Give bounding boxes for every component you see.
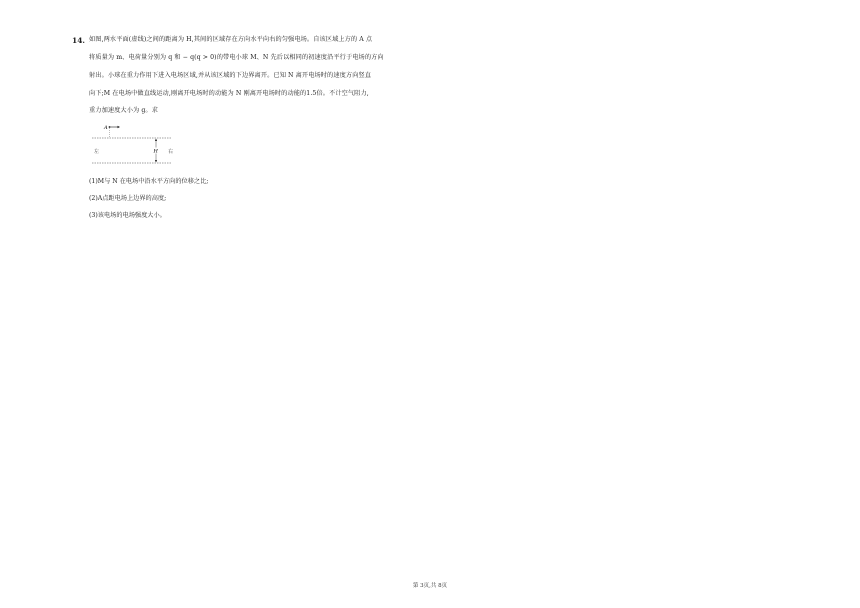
question-text-line-4: 向下;M 在电场中做直线运动,刚离开电场时的动能为 N 刚离开电场时的动能的1.5倍。不计空气阻力,: [89, 90, 369, 97]
height-arrow-down: [155, 160, 157, 163]
right-label: 右: [168, 149, 174, 155]
question-text-line-3: 射出。小球在重力作用下进入电场区域,并从该区域的下边界离开。已知 N 离开电场时的速度方向竖直: [89, 72, 372, 79]
height-label: H: [153, 148, 158, 155]
field-diagram: [88, 122, 188, 172]
question-text-line-5: 重力加速度大小为 g。求: [89, 107, 159, 114]
question-text-line-1: 如图,两水平面(虚线)之间的距离为 H,其间的区域存在方向水平向右的匀强电场。自该区域上方的 A 点: [89, 36, 373, 43]
page-footer: 第 3页,共 8页: [412, 583, 448, 589]
subquestion-1: (1)M与 N 在电场中沿水平方向的位移之比;: [89, 178, 209, 185]
height-arrow-up: [155, 139, 157, 142]
velocity-arrowhead: [118, 126, 121, 128]
left-label: 左: [94, 149, 100, 155]
question-text-line-2: 将质量为 m、电荷量分别为 q 和 − q(q > 0)的带电小球 M、N 先后以相同的初速度沿平行于电场的方向: [89, 54, 384, 61]
subquestion-2: (2)A点距电场上边界的高度;: [89, 195, 167, 202]
point-a-label: A: [104, 125, 108, 131]
question-number: 14.: [72, 36, 86, 45]
subquestion-3: (3)该电场的电场强度大小。: [89, 212, 166, 219]
